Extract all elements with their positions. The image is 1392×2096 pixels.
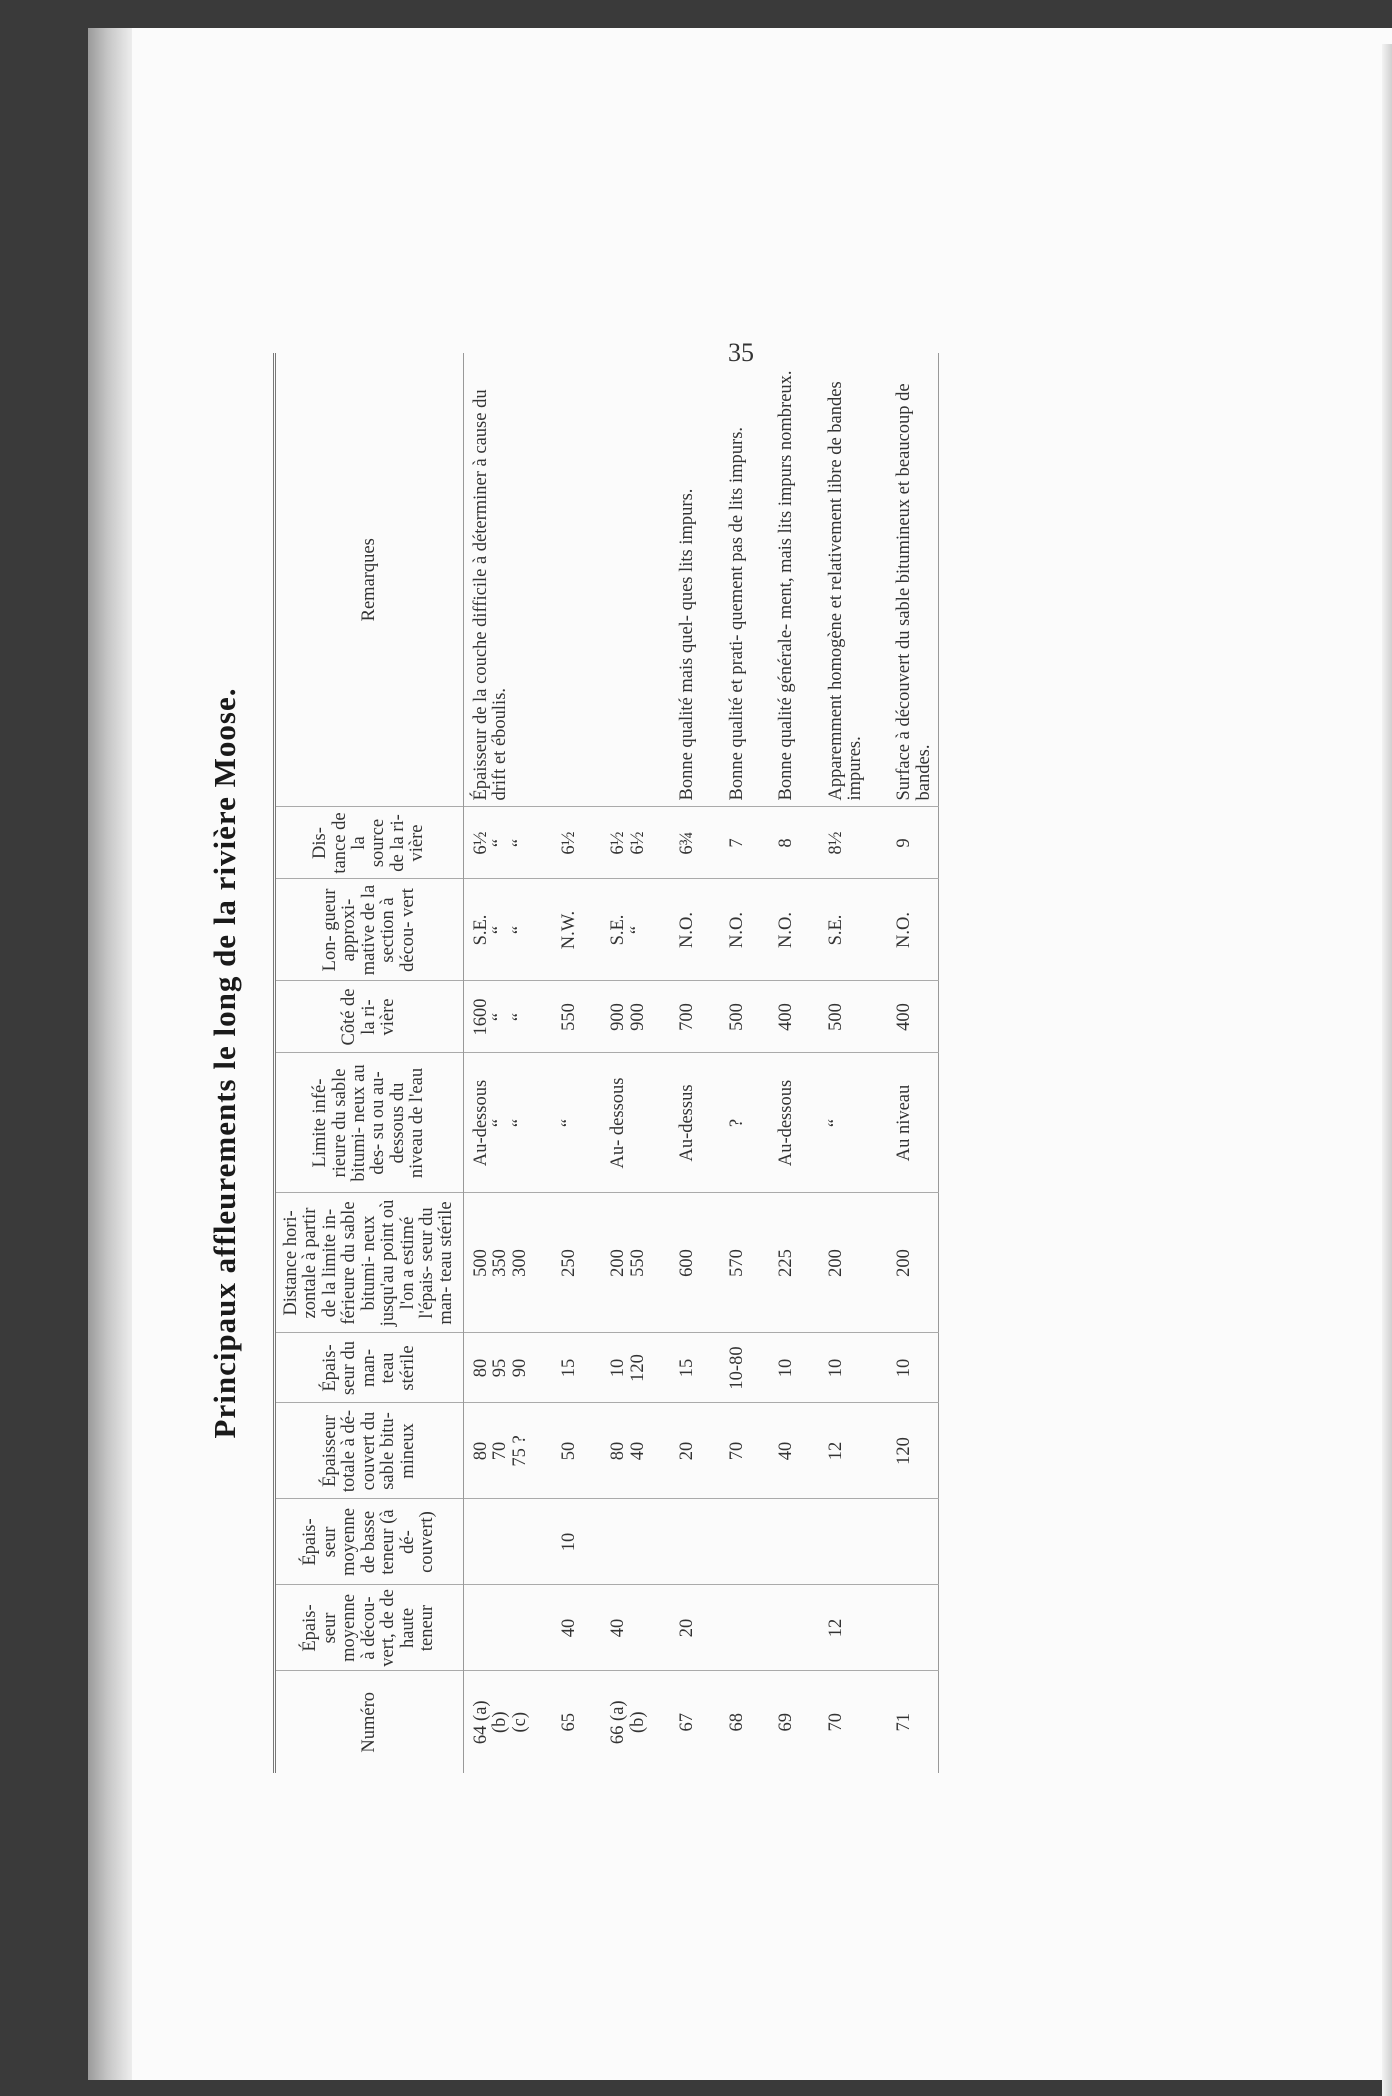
cell-value: N.O.	[894, 912, 915, 948]
cell-longueur-section	[652, 879, 701, 981]
cell-value: 6½	[608, 831, 629, 855]
cell-value: 75 ?	[509, 1435, 530, 1467]
cell-value: 9	[894, 838, 915, 848]
page-binding-shadow	[88, 28, 132, 2080]
table-row	[463, 353, 534, 1773]
cell-value: 600	[677, 1249, 698, 1277]
cell-value: 6¾	[677, 831, 698, 855]
cell-longueur-section	[801, 879, 870, 981]
cell-basse-teneur	[801, 1499, 870, 1585]
cell-numero	[751, 1671, 800, 1773]
cell-longueur-section	[583, 879, 652, 981]
cell-haute-teneur	[652, 1585, 701, 1671]
cell-manteau-sterile	[801, 1333, 870, 1403]
cell-remarques	[583, 353, 652, 807]
cell-distance-horizontale	[801, 1193, 870, 1333]
cell-cote-riviere	[463, 981, 534, 1053]
cell-value: “	[509, 838, 530, 848]
table-title: Principaux affleurements le long de la rivière Moose.	[207, 687, 242, 1439]
cell-remarques	[652, 353, 701, 807]
cell-limite-inferieure	[751, 1053, 800, 1193]
cell-value: 71	[894, 1713, 915, 1732]
cell-value: 15	[559, 1358, 580, 1378]
cell-manteau-sterile	[869, 1333, 938, 1403]
cell-value: S.E.	[470, 914, 491, 946]
cell-value: 95	[490, 1358, 511, 1378]
cell-value: “	[490, 925, 511, 935]
cell-value: 8½	[825, 831, 846, 855]
cell-remarques	[801, 353, 870, 807]
cell-epaisseur-totale	[869, 1403, 938, 1499]
cell-distance-horizontale	[652, 1193, 701, 1333]
cell-value: 250	[559, 1249, 580, 1277]
cell-manteau-sterile	[652, 1333, 701, 1403]
header-row	[275, 353, 464, 1773]
cell-value: 570	[726, 1249, 747, 1277]
cell-value: 200	[608, 1249, 629, 1277]
cell-value: 10	[559, 1532, 580, 1552]
cell-value: S.E.	[608, 914, 629, 946]
cell-distance-horizontale	[869, 1193, 938, 1333]
cell-value: 6½	[559, 831, 580, 855]
cell-distance-source	[583, 807, 652, 879]
cell-cote-riviere	[702, 981, 751, 1053]
table-body	[463, 353, 938, 1773]
cell-limite-inferieure	[463, 1053, 534, 1193]
cell-distance-source	[751, 807, 800, 879]
cell-value: 700	[677, 1003, 698, 1031]
cell-value: “	[509, 1118, 530, 1128]
cell-value: 500	[470, 1249, 491, 1277]
cell-value: 6½	[470, 831, 491, 855]
cell-value: “	[490, 1012, 511, 1022]
cell-value: 20	[677, 1618, 698, 1638]
cell-numero	[534, 1671, 583, 1773]
cell-value: “	[825, 1118, 846, 1128]
cell-value: N.O.	[677, 912, 698, 948]
cell-value: 500	[726, 1003, 747, 1031]
cell-epaisseur-totale	[583, 1403, 652, 1499]
cell-remarques	[534, 353, 583, 807]
cell-value: 20	[677, 1441, 698, 1461]
cell-basse-teneur	[869, 1499, 938, 1585]
cell-value: 200	[825, 1249, 846, 1277]
cell-value: 70	[490, 1441, 511, 1461]
cell-value: 12	[825, 1441, 846, 1461]
cell-remarques	[869, 353, 938, 807]
cell-value: 120	[627, 1354, 648, 1382]
cell-value: 50	[559, 1441, 580, 1461]
cell-value: “	[559, 1118, 580, 1128]
remark-text: Bonne qualité et prati- quement pas de lits impurs.	[726, 426, 747, 801]
cell-epaisseur-totale	[751, 1403, 800, 1499]
cell-epaisseur-totale	[652, 1403, 701, 1499]
table-row	[801, 353, 870, 1773]
page-edge	[1382, 44, 1392, 2096]
cell-value: N.W.	[559, 910, 580, 950]
cell-value: 64 (a)	[470, 1700, 491, 1745]
cell-manteau-sterile	[702, 1333, 751, 1403]
cell-epaisseur-totale	[801, 1403, 870, 1499]
cell-longueur-section	[751, 879, 800, 981]
cell-value: N.O.	[776, 912, 797, 948]
table-row	[869, 353, 938, 1773]
cell-value: “	[490, 1118, 511, 1128]
column-header-basse-teneur: Épais- seur moyenne de basse teneur (à dé- couvert)	[275, 1499, 464, 1585]
cell-numero	[801, 1671, 870, 1773]
cell-longueur-section	[463, 879, 534, 981]
cell-haute-teneur	[463, 1585, 534, 1671]
cell-value: Au niveau	[894, 1084, 915, 1162]
cell-limite-inferieure	[869, 1053, 938, 1193]
cell-limite-inferieure	[583, 1053, 652, 1193]
column-header-remarques: Remarques	[275, 353, 464, 807]
cell-basse-teneur	[751, 1499, 800, 1585]
column-header-distance-source: Dis- tance de la source de la ri- vière	[275, 807, 464, 879]
cell-basse-teneur	[652, 1499, 701, 1585]
cell-value: “	[490, 838, 511, 848]
cell-limite-inferieure	[801, 1053, 870, 1193]
cell-manteau-sterile	[534, 1333, 583, 1403]
cell-value: Au-dessous	[776, 1079, 797, 1167]
cell-value: 120	[894, 1437, 915, 1465]
cell-distance-horizontale	[702, 1193, 751, 1333]
cell-distance-source	[463, 807, 534, 879]
cell-value: N.O.	[726, 912, 747, 948]
cell-cote-riviere	[534, 981, 583, 1053]
cell-value: 80	[470, 1441, 491, 1461]
cell-haute-teneur	[583, 1585, 652, 1671]
remark-text: Bonne qualité mais quel- ques lits impurs.	[677, 488, 698, 801]
table-row	[652, 353, 701, 1773]
cell-value: (b)	[627, 1711, 648, 1734]
cell-value: 7	[726, 838, 747, 848]
cell-value: (c)	[509, 1711, 530, 1733]
column-header-epaisseur-totale: Épaisseur totale à dé- couvert du sable bitu- mineux	[275, 1403, 464, 1499]
cell-value: 1600	[470, 998, 491, 1036]
cell-value: 10-80	[726, 1346, 747, 1390]
cell-value: 225	[776, 1249, 797, 1277]
cell-distance-horizontale	[463, 1193, 534, 1333]
cell-distance-horizontale	[751, 1193, 800, 1333]
cell-value: 400	[894, 1003, 915, 1031]
cell-distance-source	[869, 807, 938, 879]
cell-haute-teneur	[869, 1585, 938, 1671]
cell-value: “	[627, 925, 648, 935]
cell-value: 900	[627, 1003, 648, 1031]
cell-value: 15	[677, 1358, 698, 1378]
cell-value: 8	[776, 838, 797, 848]
cell-haute-teneur	[534, 1585, 583, 1671]
cell-cote-riviere	[801, 981, 870, 1053]
cell-value: 69	[776, 1713, 797, 1732]
table-row	[702, 353, 751, 1773]
cell-value: 40	[559, 1618, 580, 1638]
cell-value: 65	[559, 1713, 580, 1732]
cell-manteau-sterile	[583, 1333, 652, 1403]
cell-basse-teneur	[534, 1499, 583, 1585]
cell-cote-riviere	[652, 981, 701, 1053]
cell-value: 500	[825, 1003, 846, 1031]
table-row	[583, 353, 652, 1773]
column-header-limite-inferieure: Limite infé- rieure du sable bitumi- neux au des- su ou au- dessous du niveau de l'eau	[275, 1053, 464, 1193]
cell-value: 70	[825, 1713, 846, 1732]
cell-basse-teneur	[702, 1499, 751, 1585]
cell-value: 66 (a)	[608, 1700, 629, 1745]
cell-value: 40	[627, 1441, 648, 1461]
cell-value: S.E.	[825, 914, 846, 946]
column-header-cote-riviere: Côté de la ri- vière	[275, 981, 464, 1053]
remark-text: Apparemment homogène et relativement libre de bandes impures.	[825, 381, 866, 801]
cell-value: (b)	[490, 1711, 511, 1734]
cell-distance-source	[652, 807, 701, 879]
cell-epaisseur-totale	[463, 1403, 534, 1499]
cell-manteau-sterile	[463, 1333, 534, 1403]
cell-value: 300	[509, 1249, 530, 1277]
cell-value: 10	[776, 1358, 797, 1378]
cell-distance-source	[702, 807, 751, 879]
cell-basse-teneur	[463, 1499, 534, 1585]
cell-value: 67	[677, 1713, 698, 1732]
cell-value: “	[509, 925, 530, 935]
cell-value: ?	[726, 1118, 747, 1128]
cell-value: 10	[894, 1358, 915, 1378]
cell-distance-horizontale	[534, 1193, 583, 1333]
cell-value: 10	[608, 1358, 629, 1378]
cell-value: 70	[726, 1441, 747, 1461]
cell-value: 200	[894, 1249, 915, 1277]
outcrops-table	[273, 353, 939, 1773]
cell-value: 400	[776, 1003, 797, 1031]
cell-numero	[652, 1671, 701, 1773]
remark-text: Épaisseur de la couche difficile à déterminer à cause du drift et éboulis.	[470, 389, 511, 801]
cell-haute-teneur	[702, 1585, 751, 1671]
cell-limite-inferieure	[702, 1053, 751, 1193]
cell-value: 12	[825, 1618, 846, 1638]
cell-remarques	[702, 353, 751, 807]
cell-value: 80	[608, 1441, 629, 1461]
cell-cote-riviere	[869, 981, 938, 1053]
cell-value: 10	[825, 1358, 846, 1378]
cell-remarques	[463, 353, 534, 807]
cell-distance-source	[801, 807, 870, 879]
cell-value: 6½	[627, 831, 648, 855]
cell-basse-teneur	[583, 1499, 652, 1585]
cell-value: 550	[627, 1249, 648, 1277]
cell-value: 350	[490, 1249, 511, 1277]
cell-value: 550	[559, 1003, 580, 1031]
table-row	[751, 353, 800, 1773]
cell-epaisseur-totale	[534, 1403, 583, 1499]
cell-haute-teneur	[801, 1585, 870, 1671]
remark-text: Surface à découvert du sable bitumineux et beaucoup de bandes.	[894, 383, 934, 801]
cell-value: 80	[470, 1358, 491, 1378]
column-header-haute-teneur: Épais- seur moyenne à décou- vert, de de haute teneur	[275, 1585, 464, 1671]
cell-value: 40	[776, 1441, 797, 1461]
column-header-distance-horizontale: Distance hori- zontale à partir de la limite in- férieure du sable bitumi- neux jusqu'au point où l'on a estimé l'épais- seur du man- teau stérile	[275, 1193, 464, 1333]
cell-value: “	[509, 1012, 530, 1022]
cell-epaisseur-totale	[702, 1403, 751, 1499]
cell-manteau-sterile	[751, 1333, 800, 1403]
cell-cote-riviere	[751, 981, 800, 1053]
cell-value: 40	[608, 1618, 629, 1638]
cell-numero	[463, 1671, 534, 1773]
cell-value: Au-dessous	[470, 1079, 491, 1167]
table-row	[534, 353, 583, 1773]
cell-numero	[583, 1671, 652, 1773]
cell-value: 68	[726, 1713, 747, 1732]
cell-longueur-section	[534, 879, 583, 981]
rotated-table-block	[197, 353, 1077, 1773]
cell-distance-horizontale	[583, 1193, 652, 1333]
cell-numero	[869, 1671, 938, 1773]
cell-limite-inferieure	[534, 1053, 583, 1193]
cell-value: 900	[608, 1003, 629, 1031]
column-header-longueur-section: Lon- gueur approxi- mative de la section à décou- vert	[275, 879, 464, 981]
column-header-manteau-sterile: Épais- seur du man- teau stérile	[275, 1333, 464, 1403]
column-header-numero: Numéro	[275, 1671, 464, 1773]
cell-cote-riviere	[583, 981, 652, 1053]
cell-longueur-section	[702, 879, 751, 981]
cell-haute-teneur	[751, 1585, 800, 1671]
cell-limite-inferieure	[652, 1053, 701, 1193]
page-number: 35	[728, 338, 754, 367]
remark-text: Bonne qualité générale- ment, mais lits impurs nombreux.	[776, 370, 797, 801]
cell-numero	[702, 1671, 751, 1773]
cell-value: 90	[509, 1358, 530, 1378]
cell-value: Au-dessus	[677, 1084, 698, 1162]
cell-longueur-section	[869, 879, 938, 981]
cell-distance-source	[534, 807, 583, 879]
cell-value: Au- dessous	[608, 1077, 629, 1169]
cell-remarques	[751, 353, 800, 807]
